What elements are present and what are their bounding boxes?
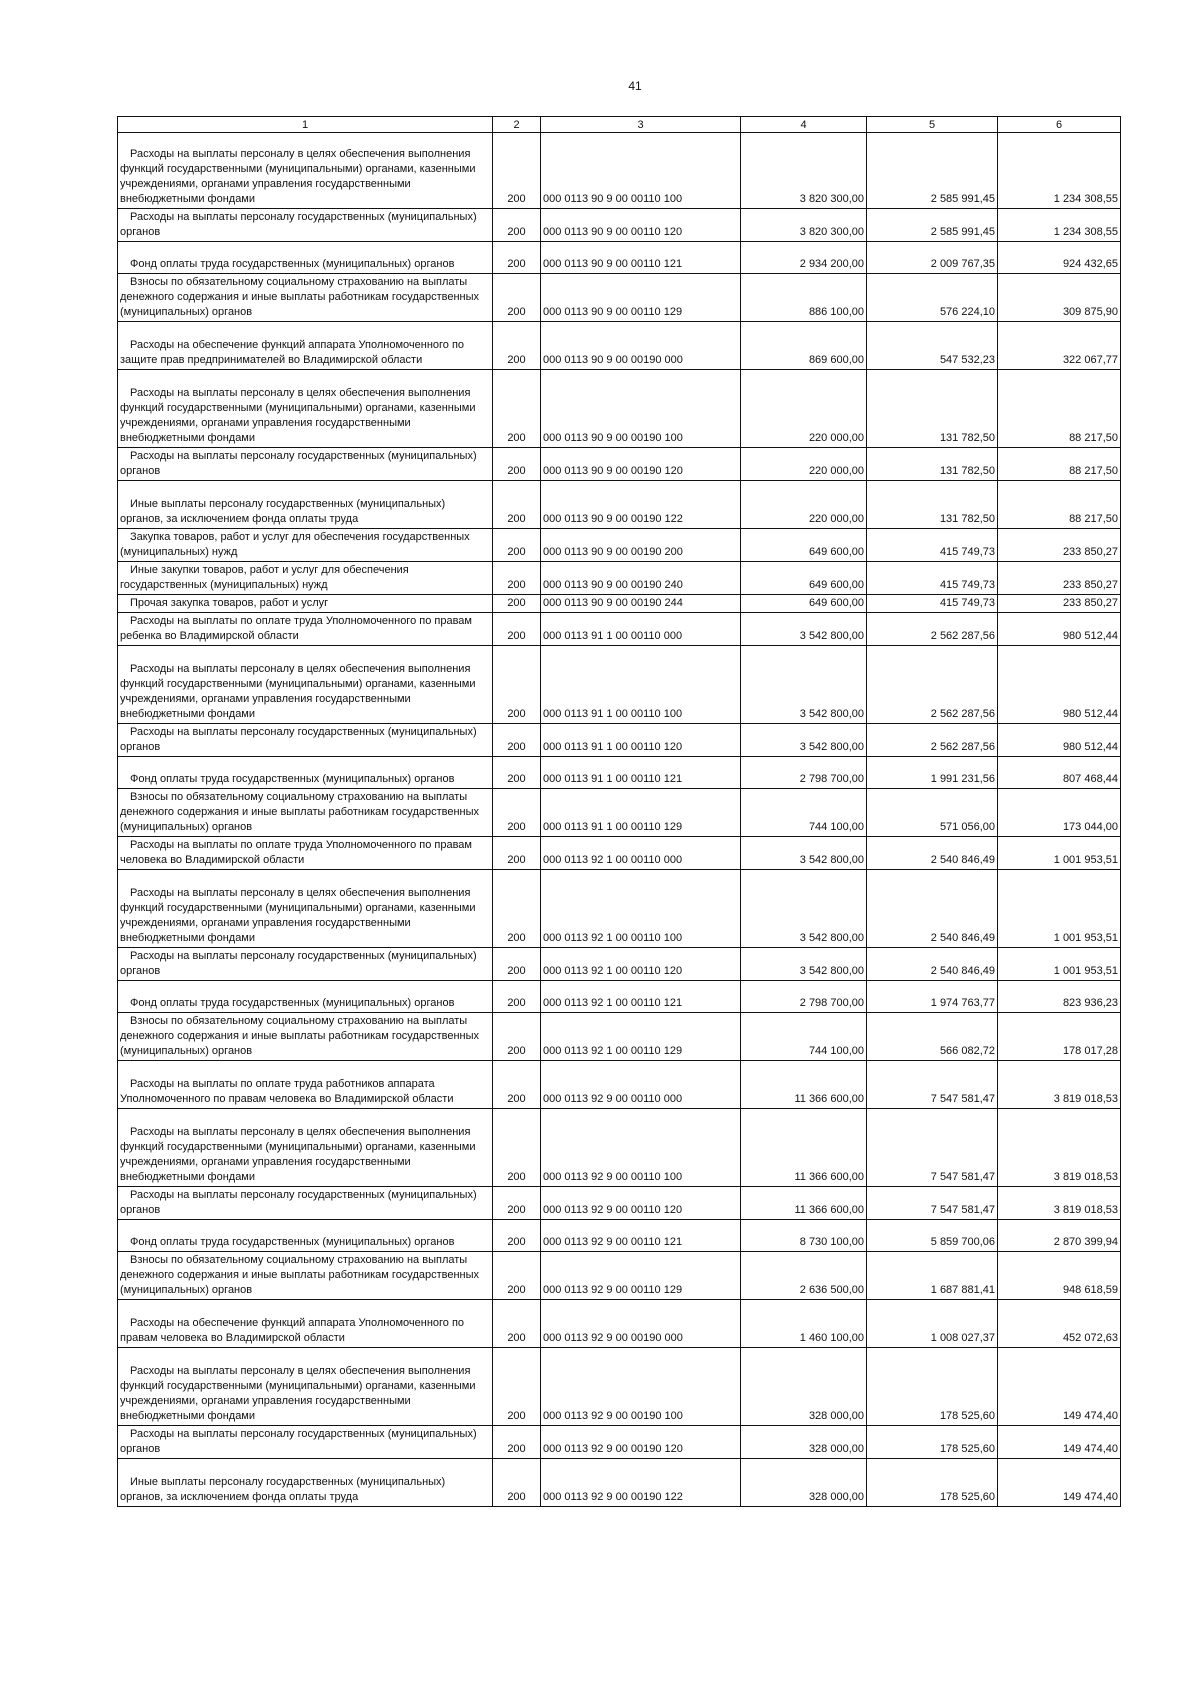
table-row [118,837,1121,870]
row-executed-amount-cell: 1 974 763,77 [867,981,998,1013]
row-budget-code-cell: 000 0113 90 9 00 00190 122 [541,481,741,529]
table-row [118,757,1121,789]
row-budget-code-cell: 000 0113 90 9 00 00110 129 [541,274,741,322]
table-row [118,981,1121,1013]
row-executed-amount-cell: 7 547 581,47 [867,1187,998,1220]
row-budget-code-cell: 000 0113 91 1 00 00110 000 [541,613,741,646]
row-budget-code-cell: 000 0113 92 9 00 00110 000 [541,1061,741,1109]
row-unexecuted-amount-cell: 233 850,27 [998,529,1121,562]
row-approved-amount-cell: 3 542 800,00 [741,613,867,646]
table-row [118,133,1121,209]
row-unexecuted-amount-cell: 3 819 018,53 [998,1109,1121,1187]
row-name-cell [118,1187,493,1220]
row-admin-code-cell: 200 [493,1426,541,1459]
table-row [118,1459,1121,1507]
row-unexecuted-amount-cell: 1 001 953,51 [998,870,1121,948]
row-budget-code-cell: 000 0113 90 9 00 00190 240 [541,562,741,595]
row-name-cell [118,837,493,870]
row-name-cell [118,481,493,529]
row-approved-amount-cell: 649 600,00 [741,529,867,562]
row-unexecuted-amount-cell: 88 217,50 [998,370,1121,448]
row-executed-amount-cell: 415 749,73 [867,529,998,562]
row-budget-code-cell: 000 0113 92 9 00 00110 120 [541,1187,741,1220]
row-name-cell [118,789,493,837]
row-approved-amount-cell: 3 542 800,00 [741,948,867,981]
table-row [118,1013,1121,1061]
row-name-cell [118,595,493,613]
row-approved-amount-cell: 328 000,00 [741,1426,867,1459]
row-admin-code-cell: 200 [493,1061,541,1109]
table-row [118,1109,1121,1187]
row-name-text: Расходы на выплаты персоналу в целях обеспечения выполнения функций государственными (муниципальными) органами, казенными учреждениями, органами управления государственными внебюджетными фондами [120,887,476,944]
row-name-cell [118,1109,493,1187]
table-row [118,370,1121,448]
row-unexecuted-amount-cell: 3 819 018,53 [998,1187,1121,1220]
row-admin-code-cell: 200 [493,1348,541,1426]
row-executed-amount-cell: 7 547 581,47 [867,1109,998,1187]
row-name-cell [118,562,493,595]
row-approved-amount-cell: 220 000,00 [741,448,867,481]
row-name-text: Взносы по обязательному социальному страхованию на выплаты денежного содержания и иные выплаты работникам государственных (муниципальных) органов [120,276,480,318]
row-name-cell [118,1426,493,1459]
row-name-cell [118,613,493,646]
row-unexecuted-amount-cell: 980 512,44 [998,724,1121,757]
table-row [118,948,1121,981]
row-name-text: Расходы на выплаты персоналу в целях обеспечения выполнения функций государственными (муниципальными) органами, казенными учреждениями, органами управления государственными внебюджетными фондами [120,387,476,444]
header-row [118,117,1121,133]
row-admin-code-cell: 200 [493,242,541,274]
row-executed-amount-cell: 2 585 991,45 [867,133,998,209]
row-unexecuted-amount-cell: 1 001 953,51 [998,948,1121,981]
row-name-cell [118,274,493,322]
row-name-cell [118,209,493,242]
row-name-text: Расходы на выплаты персоналу государственных (муниципальных) органов [120,1189,477,1216]
budget-table [117,116,1121,1507]
row-admin-code-cell: 200 [493,981,541,1013]
row-budget-code-cell: 000 0113 92 9 00 00110 129 [541,1252,741,1300]
column-header: 3 [541,117,741,133]
row-name-text: Расходы на выплаты по оплате труда Уполномоченного по правам ребенка во Владимирской области [120,615,472,642]
table-row [118,562,1121,595]
row-executed-amount-cell: 178 525,60 [867,1459,998,1507]
row-name-cell [118,870,493,948]
row-unexecuted-amount-cell: 233 850,27 [998,595,1121,613]
row-unexecuted-amount-cell: 452 072,63 [998,1300,1121,1348]
table-row [118,646,1121,724]
row-budget-code-cell: 000 0113 91 1 00 00110 129 [541,789,741,837]
row-admin-code-cell: 200 [493,1220,541,1252]
row-unexecuted-amount-cell: 88 217,50 [998,448,1121,481]
column-header: 1 [118,117,493,133]
row-executed-amount-cell: 1 991 231,56 [867,757,998,789]
row-executed-amount-cell: 1 687 881,41 [867,1252,998,1300]
row-name-text: Закупка товаров, работ и услуг для обеспечения государственных (муниципальных) нужд [120,531,470,558]
row-unexecuted-amount-cell: 823 936,23 [998,981,1121,1013]
row-approved-amount-cell: 1 460 100,00 [741,1300,867,1348]
row-budget-code-cell: 000 0113 92 1 00 00110 121 [541,981,741,1013]
row-name-text: Прочая закупка товаров, работ и услуг [130,597,329,609]
row-approved-amount-cell: 11 366 600,00 [741,1061,867,1109]
row-unexecuted-amount-cell: 924 432,65 [998,242,1121,274]
row-admin-code-cell: 200 [493,595,541,613]
row-approved-amount-cell: 3 542 800,00 [741,870,867,948]
row-name-text: Взносы по обязательному социальному страхованию на выплаты денежного содержания и иные выплаты работникам государственных (муниципальных) органов [120,1254,480,1296]
row-unexecuted-amount-cell: 322 067,77 [998,322,1121,370]
table-body [118,133,1121,1507]
row-admin-code-cell: 200 [493,322,541,370]
row-name-text: Расходы на обеспечение функций аппарата Уполномоченного по правам человека во Владимирской области [120,1317,465,1344]
row-name-text: Расходы на обеспечение функций аппарата Уполномоченного по защите прав предпринимателей во Владимирской области [120,339,465,366]
row-approved-amount-cell: 328 000,00 [741,1348,867,1426]
table-row [118,870,1121,948]
table-row [118,724,1121,757]
table-row [118,481,1121,529]
row-unexecuted-amount-cell: 149 474,40 [998,1426,1121,1459]
row-unexecuted-amount-cell: 1 234 308,55 [998,133,1121,209]
row-budget-code-cell: 000 0113 90 9 00 00110 100 [541,133,741,209]
row-name-cell [118,757,493,789]
row-approved-amount-cell: 744 100,00 [741,1013,867,1061]
row-executed-amount-cell: 2 562 287,56 [867,613,998,646]
row-name-cell [118,1348,493,1426]
column-header: 2 [493,117,541,133]
row-executed-amount-cell: 131 782,50 [867,448,998,481]
row-name-text: Фонд оплаты труда государственных (муниципальных) органов [130,258,455,270]
row-unexecuted-amount-cell: 149 474,40 [998,1348,1121,1426]
row-name-cell [118,322,493,370]
row-budget-code-cell: 000 0113 92 9 00 00190 100 [541,1348,741,1426]
row-admin-code-cell: 200 [493,274,541,322]
row-admin-code-cell: 200 [493,370,541,448]
row-executed-amount-cell: 566 082,72 [867,1013,998,1061]
row-approved-amount-cell: 3 820 300,00 [741,133,867,209]
row-executed-amount-cell: 178 525,60 [867,1426,998,1459]
row-admin-code-cell: 200 [493,789,541,837]
row-name-text: Взносы по обязательному социальному страхованию на выплаты денежного содержания и иные выплаты работникам государственных (муниципальных) органов [120,791,480,833]
table-row [118,613,1121,646]
row-name-text: Расходы на выплаты персоналу в целях обеспечения выполнения функций государственными (муниципальными) органами, казенными учреждениями, органами управления государственными внебюджетными фондами [120,1365,476,1422]
row-executed-amount-cell: 415 749,73 [867,562,998,595]
row-budget-code-cell: 000 0113 92 1 00 00110 000 [541,837,741,870]
row-unexecuted-amount-cell: 2 870 399,94 [998,1220,1121,1252]
row-admin-code-cell: 200 [493,646,541,724]
row-executed-amount-cell: 2 585 991,45 [867,209,998,242]
row-admin-code-cell: 200 [493,133,541,209]
row-approved-amount-cell: 3 542 800,00 [741,837,867,870]
row-name-text: Расходы на выплаты по оплате труда Уполномоченного по правам человека во Владимирской области [120,839,472,866]
row-executed-amount-cell: 415 749,73 [867,595,998,613]
row-name-cell [118,448,493,481]
row-admin-code-cell: 200 [493,1459,541,1507]
table-row [118,1220,1121,1252]
table-row [118,242,1121,274]
row-name-text: Фонд оплаты труда государственных (муниципальных) органов [130,773,455,785]
row-budget-code-cell: 000 0113 90 9 00 00190 200 [541,529,741,562]
row-executed-amount-cell: 571 056,00 [867,789,998,837]
table-row [118,1300,1121,1348]
row-budget-code-cell: 000 0113 92 9 00 00190 000 [541,1300,741,1348]
table-row [118,789,1121,837]
row-budget-code-cell: 000 0113 90 9 00 00190 120 [541,448,741,481]
table-row [118,1187,1121,1220]
row-budget-code-cell: 000 0113 92 9 00 00110 100 [541,1109,741,1187]
row-unexecuted-amount-cell: 233 850,27 [998,562,1121,595]
row-budget-code-cell: 000 0113 92 1 00 00110 129 [541,1013,741,1061]
row-approved-amount-cell: 8 730 100,00 [741,1220,867,1252]
row-approved-amount-cell: 649 600,00 [741,595,867,613]
row-executed-amount-cell: 7 547 581,47 [867,1061,998,1109]
row-name-cell [118,1061,493,1109]
row-executed-amount-cell: 2 540 846,49 [867,948,998,981]
row-name-text: Расходы на выплаты персоналу государственных (муниципальных) органов [120,450,477,477]
row-executed-amount-cell: 178 525,60 [867,1348,998,1426]
row-budget-code-cell: 000 0113 91 1 00 00110 121 [541,757,741,789]
row-unexecuted-amount-cell: 309 875,90 [998,274,1121,322]
row-budget-code-cell: 000 0113 92 1 00 00110 100 [541,870,741,948]
row-approved-amount-cell: 328 000,00 [741,1459,867,1507]
row-name-text: Расходы на выплаты персоналу государственных (муниципальных) органов [120,726,477,753]
row-unexecuted-amount-cell: 1 001 953,51 [998,837,1121,870]
row-admin-code-cell: 200 [493,1187,541,1220]
table-row [118,1252,1121,1300]
row-approved-amount-cell: 2 798 700,00 [741,757,867,789]
row-approved-amount-cell: 744 100,00 [741,789,867,837]
row-executed-amount-cell: 2 562 287,56 [867,724,998,757]
row-unexecuted-amount-cell: 173 044,00 [998,789,1121,837]
row-executed-amount-cell: 2 009 767,35 [867,242,998,274]
row-name-text: Иные выплаты персоналу государственных (муниципальных) органов, за исключением фонда оплаты труда [120,498,446,525]
row-admin-code-cell: 200 [493,209,541,242]
row-name-cell [118,1300,493,1348]
row-name-cell [118,1252,493,1300]
row-admin-code-cell: 200 [493,613,541,646]
row-executed-amount-cell: 1 008 027,37 [867,1300,998,1348]
row-budget-code-cell: 000 0113 90 9 00 00110 121 [541,242,741,274]
row-unexecuted-amount-cell: 1 234 308,55 [998,209,1121,242]
row-admin-code-cell: 200 [493,1300,541,1348]
row-name-cell [118,242,493,274]
row-approved-amount-cell: 2 636 500,00 [741,1252,867,1300]
row-name-text: Расходы на выплаты персоналу в целях обеспечения выполнения функций государственными (муниципальными) органами, казенными учреждениями, органами управления государственными внебюджетными фондами [120,663,476,720]
table-row [118,1061,1121,1109]
table-row [118,274,1121,322]
row-unexecuted-amount-cell: 948 618,59 [998,1252,1121,1300]
row-name-cell [118,1013,493,1061]
row-unexecuted-amount-cell: 178 017,28 [998,1013,1121,1061]
row-name-text: Расходы на выплаты персоналу государственных (муниципальных) органов [120,950,477,977]
row-admin-code-cell: 200 [493,724,541,757]
row-executed-amount-cell: 131 782,50 [867,370,998,448]
row-budget-code-cell: 000 0113 92 9 00 00190 122 [541,1459,741,1507]
row-budget-code-cell: 000 0113 90 9 00 00190 100 [541,370,741,448]
row-name-cell [118,529,493,562]
row-name-cell [118,981,493,1013]
row-budget-code-cell: 000 0113 90 9 00 00190 000 [541,322,741,370]
row-admin-code-cell: 200 [493,562,541,595]
row-approved-amount-cell: 220 000,00 [741,370,867,448]
table-row [118,1426,1121,1459]
row-name-text: Фонд оплаты труда государственных (муниципальных) органов [130,997,455,1009]
row-budget-code-cell: 000 0113 90 9 00 00190 244 [541,595,741,613]
row-approved-amount-cell: 3 542 800,00 [741,646,867,724]
row-admin-code-cell: 200 [493,1013,541,1061]
row-name-text: Расходы на выплаты персоналу государственных (муниципальных) органов [120,211,477,238]
row-name-cell [118,1220,493,1252]
row-admin-code-cell: 200 [493,1252,541,1300]
page-number: 41 [628,79,642,93]
row-executed-amount-cell: 547 532,23 [867,322,998,370]
row-admin-code-cell: 200 [493,448,541,481]
table-row [118,209,1121,242]
row-name-text: Расходы на выплаты персоналу в целях обеспечения выполнения функций государственными (муниципальными) органами, казенными учреждениями, органами управления государственными внебюджетными фондами [120,1126,476,1183]
row-name-cell [118,948,493,981]
row-name-cell [118,370,493,448]
row-name-cell [118,724,493,757]
row-admin-code-cell: 200 [493,948,541,981]
row-executed-amount-cell: 576 224,10 [867,274,998,322]
row-admin-code-cell: 200 [493,481,541,529]
row-unexecuted-amount-cell: 88 217,50 [998,481,1121,529]
table-row [118,529,1121,562]
row-approved-amount-cell: 220 000,00 [741,481,867,529]
row-approved-amount-cell: 2 798 700,00 [741,981,867,1013]
row-approved-amount-cell: 869 600,00 [741,322,867,370]
row-approved-amount-cell: 3 820 300,00 [741,209,867,242]
table-row [118,322,1121,370]
table-row [118,595,1121,613]
row-unexecuted-amount-cell: 149 474,40 [998,1459,1121,1507]
row-approved-amount-cell: 3 542 800,00 [741,724,867,757]
row-admin-code-cell: 200 [493,529,541,562]
row-executed-amount-cell: 2 562 287,56 [867,646,998,724]
row-unexecuted-amount-cell: 807 468,44 [998,757,1121,789]
row-name-text: Расходы на выплаты по оплате труда работников аппарата Уполномоченного по правам человека во Владимирской области [120,1078,454,1105]
row-approved-amount-cell: 11 366 600,00 [741,1109,867,1187]
row-approved-amount-cell: 886 100,00 [741,274,867,322]
row-name-text: Фонд оплаты труда государственных (муниципальных) органов [130,1236,455,1248]
column-header: 4 [741,117,867,133]
row-name-cell [118,1459,493,1507]
table-row [118,1348,1121,1426]
row-executed-amount-cell: 2 540 846,49 [867,870,998,948]
row-budget-code-cell: 000 0113 92 9 00 00110 121 [541,1220,741,1252]
row-executed-amount-cell: 5 859 700,06 [867,1220,998,1252]
column-header: 5 [867,117,998,133]
row-approved-amount-cell: 11 366 600,00 [741,1187,867,1220]
row-budget-code-cell: 000 0113 90 9 00 00110 120 [541,209,741,242]
row-name-text: Взносы по обязательному социальному страхованию на выплаты денежного содержания и иные выплаты работникам государственных (муниципальных) органов [120,1015,480,1057]
row-budget-code-cell: 000 0113 91 1 00 00110 120 [541,724,741,757]
row-executed-amount-cell: 2 540 846,49 [867,837,998,870]
row-budget-code-cell: 000 0113 92 1 00 00110 120 [541,948,741,981]
row-approved-amount-cell: 649 600,00 [741,562,867,595]
row-unexecuted-amount-cell: 980 512,44 [998,646,1121,724]
row-budget-code-cell: 000 0113 92 9 00 00190 120 [541,1426,741,1459]
row-admin-code-cell: 200 [493,757,541,789]
row-executed-amount-cell: 131 782,50 [867,481,998,529]
row-name-text: Иные выплаты персоналу государственных (муниципальных) органов, за исключением фонда оплаты труда [120,1476,446,1503]
row-approved-amount-cell: 2 934 200,00 [741,242,867,274]
row-budget-code-cell: 000 0113 91 1 00 00110 100 [541,646,741,724]
row-name-cell [118,646,493,724]
row-name-text: Расходы на выплаты персоналу государственных (муниципальных) органов [120,1428,477,1455]
row-admin-code-cell: 200 [493,870,541,948]
row-admin-code-cell: 200 [493,837,541,870]
row-unexecuted-amount-cell: 980 512,44 [998,613,1121,646]
column-header: 6 [998,117,1121,133]
table-row [118,448,1121,481]
row-name-text: Расходы на выплаты персоналу в целях обеспечения выполнения функций государственными (муниципальными) органами, казенными учреждениями, органами управления государственными внебюджетными фондами [120,148,476,205]
row-admin-code-cell: 200 [493,1109,541,1187]
row-name-cell [118,133,493,209]
row-unexecuted-amount-cell: 3 819 018,53 [998,1061,1121,1109]
row-name-text: Иные закупки товаров, работ и услуг для обеспечения государственных (муниципальных) нужд [120,564,409,591]
